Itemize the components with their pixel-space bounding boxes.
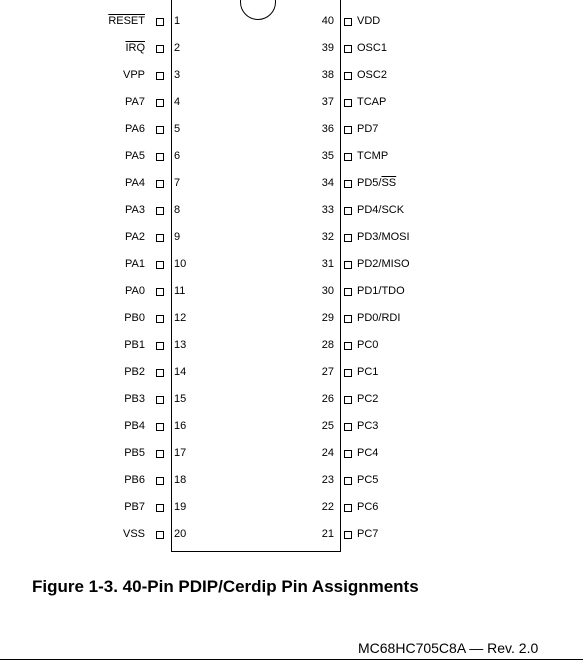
pin-lead-right <box>344 261 352 269</box>
pin-name-right: PC4 <box>357 447 379 459</box>
pin-number-left: 18 <box>174 474 187 486</box>
pin-name-right: PC6 <box>357 501 379 513</box>
pin-name-right: PC7 <box>357 528 379 540</box>
pin-number-right: 32 <box>321 231 334 243</box>
pin-name-left: PA6 <box>125 123 145 135</box>
pin-number-right: 34 <box>321 177 334 189</box>
pin-number-right: 31 <box>321 258 334 270</box>
pin-name-left: PB5 <box>124 447 145 459</box>
pin-number-left: 19 <box>174 501 187 513</box>
pin-lead-right <box>344 153 352 161</box>
pin-number-right: 21 <box>321 528 334 540</box>
pin-lead-left <box>156 72 164 80</box>
pin-number-right: 40 <box>321 15 334 27</box>
pin-name-right: OSC1 <box>357 42 387 54</box>
footer-rule <box>0 659 583 660</box>
pin-lead-right <box>344 450 352 458</box>
pin-name-left: VPP <box>122 69 145 81</box>
pin-number-left: 16 <box>174 420 187 432</box>
pin-name-right: PD4/SCK <box>357 204 405 216</box>
pin-name-right: VDD <box>357 15 381 27</box>
pin-number-left: 9 <box>174 231 181 243</box>
pin-number-left: 12 <box>174 312 187 324</box>
pin-lead-left <box>156 477 164 485</box>
pin-number-right: 38 <box>321 69 334 81</box>
pin-name-left: PA0 <box>125 285 145 297</box>
pin-name-right: $PD5/\overline{SS}$ <box>357 177 397 189</box>
pin-lead-right <box>344 207 352 215</box>
pin-name-right: PC2 <box>357 393 379 405</box>
pin-name-right: PC0 <box>357 339 379 351</box>
pin-number-left: 1 <box>174 15 181 27</box>
pin-name-left: PB4 <box>124 420 145 432</box>
pin-lead-left <box>156 396 164 404</box>
pin-number-left: 10 <box>174 258 187 270</box>
pin-number-left: 5 <box>174 123 181 135</box>
pin-number-left: 14 <box>174 366 187 378</box>
pin-lead-left <box>156 234 164 242</box>
pin-lead-left <box>156 45 164 53</box>
pin-number-left: 7 <box>174 177 181 189</box>
pin-name-left: PB6 <box>124 474 145 486</box>
pin-name-left: PB2 <box>124 366 145 378</box>
pin-number-left: 13 <box>174 339 187 351</box>
pin-number-right: 27 <box>321 366 334 378</box>
pin-number-right: 22 <box>321 501 334 513</box>
pin-number-left: 6 <box>174 150 181 162</box>
pin-name-right: PD1/TDO <box>357 285 405 297</box>
pin-name-right: PC3 <box>357 420 379 432</box>
pin-name-left: PA1 <box>125 258 145 270</box>
pin-lead-right <box>344 531 352 539</box>
pin-lead-right <box>344 315 352 323</box>
pin-name-right: PD7 <box>357 123 379 135</box>
pin-lead-right <box>344 72 352 80</box>
pin-lead-left <box>156 342 164 350</box>
pin-lead-left <box>156 207 164 215</box>
pin-name-left: PB0 <box>124 312 145 324</box>
pin-name-left: $\overline{IRQ}$ <box>125 42 145 54</box>
pin-number-right: 25 <box>321 420 334 432</box>
document-footer: MC68HC705C8A — Rev. 2.0 <box>358 640 539 656</box>
pin-number-right: 30 <box>321 285 334 297</box>
pin-name-left: PA3 <box>125 204 145 216</box>
pin-number-right: 26 <box>321 393 334 405</box>
pin-number-right: 28 <box>321 339 334 351</box>
pin-lead-left <box>156 126 164 134</box>
pin-lead-left <box>156 153 164 161</box>
pin-number-right: 35 <box>321 150 334 162</box>
pin-name-right: PD3/MOSI <box>357 231 410 243</box>
pin-name-right: TCMP <box>357 150 389 162</box>
pin-name-right: PC5 <box>357 474 379 486</box>
pin-lead-left <box>156 18 164 26</box>
pin-name-left: PA4 <box>125 177 145 189</box>
pin-lead-left <box>156 423 164 431</box>
pin-number-right: 33 <box>321 204 334 216</box>
pin-lead-right <box>344 18 352 26</box>
pin-lead-left <box>156 315 164 323</box>
pin-number-right: 39 <box>321 42 334 54</box>
pin-lead-right <box>344 234 352 242</box>
pin-name-left: PB3 <box>124 393 145 405</box>
pin-lead-left <box>156 180 164 188</box>
pin-name-left: PA5 <box>125 150 145 162</box>
pin-name-left: VSS <box>122 528 145 540</box>
pin-lead-right <box>344 423 352 431</box>
pin-lead-left <box>156 450 164 458</box>
pin-lead-right <box>344 342 352 350</box>
pin-number-right: 37 <box>321 96 334 108</box>
pin-number-right: 29 <box>321 312 334 324</box>
pin-lead-right <box>344 369 352 377</box>
pin-lead-right <box>344 126 352 134</box>
pin-name-right: TCAP <box>357 96 387 108</box>
pin-lead-left <box>156 288 164 296</box>
pin-number-left: 2 <box>174 42 181 54</box>
pin-number-right: 23 <box>321 474 334 486</box>
pin-number-left: 3 <box>174 69 181 81</box>
pin-number-left: 15 <box>174 393 187 405</box>
pin-name-right: OSC2 <box>357 69 387 81</box>
pin-number-right: 36 <box>321 123 334 135</box>
pin-lead-right <box>344 45 352 53</box>
pin-lead-left <box>156 369 164 377</box>
pin-number-right: 24 <box>321 447 334 459</box>
pin-lead-right <box>344 396 352 404</box>
pin-name-left: PB7 <box>124 501 145 513</box>
pin-name-right: PD0/RDI <box>357 312 401 324</box>
pin-lead-left <box>156 504 164 512</box>
pin-name-left: PA7 <box>125 96 145 108</box>
pin-name-left: PA2 <box>125 231 145 243</box>
pin-lead-left <box>156 99 164 107</box>
pin-name-left: RESET <box>108 15 145 27</box>
pin-number-left: 8 <box>174 204 181 216</box>
pin-name-right: PC1 <box>357 366 379 378</box>
pin-number-left: 17 <box>174 447 187 459</box>
figure-caption: Figure 1-3. 40-Pin PDIP/Cerdip Pin Assignments <box>32 577 419 596</box>
pin-lead-right <box>344 99 352 107</box>
pin-lead-right <box>344 288 352 296</box>
pin-number-left: 4 <box>174 96 181 108</box>
chip-body <box>171 0 341 552</box>
pin-lead-left <box>156 531 164 539</box>
pin-number-left: 11 <box>174 285 186 297</box>
pin-lead-right <box>344 504 352 512</box>
pin-name-right: PD2/MISO <box>357 258 410 270</box>
pin-lead-right <box>344 180 352 188</box>
pin-lead-right <box>344 477 352 485</box>
pin-lead-left <box>156 261 164 269</box>
pin-number-left: 20 <box>174 528 187 540</box>
pin-name-left: PB1 <box>124 339 145 351</box>
